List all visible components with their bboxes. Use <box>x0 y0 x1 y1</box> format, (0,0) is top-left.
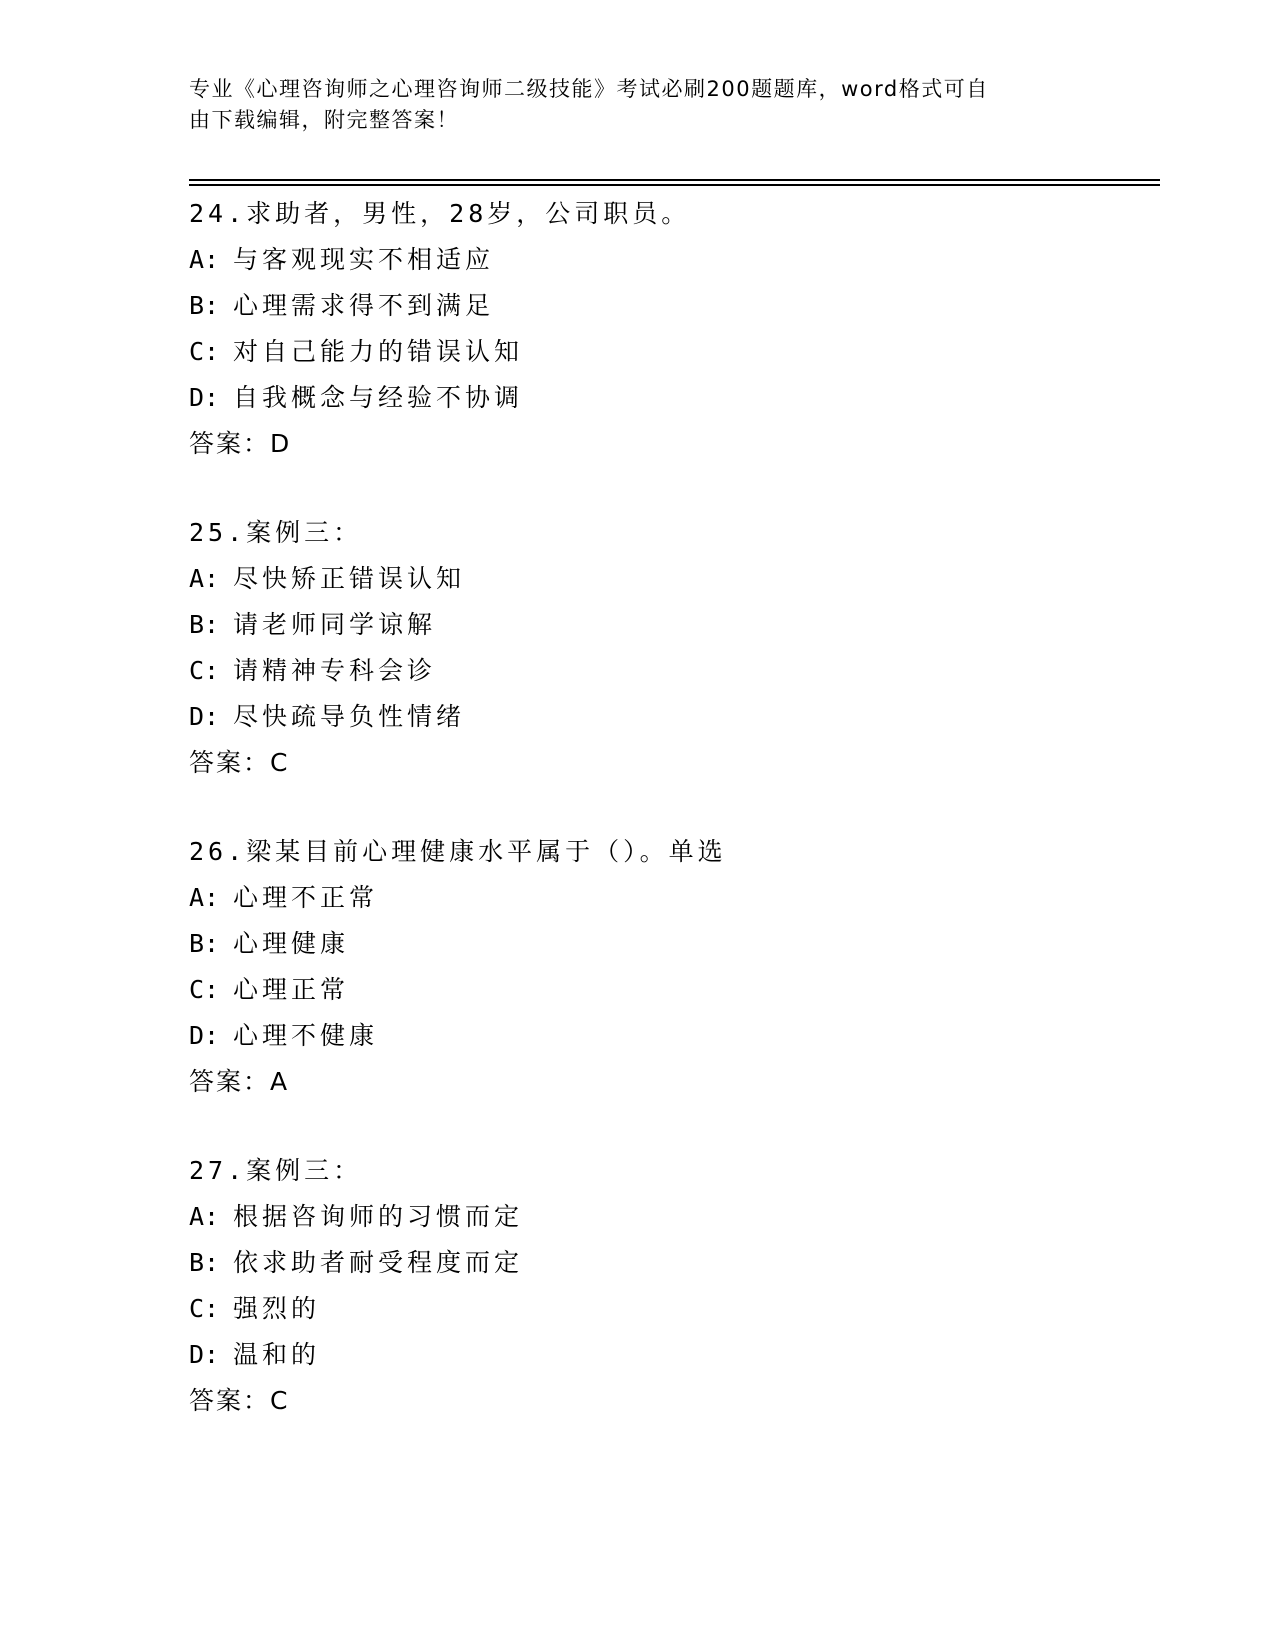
question-27 <box>189 1148 1160 1424</box>
option-c <box>189 967 1160 1013</box>
question-stem: 24.求助者，男性，28岁，公司职员。 <box>189 199 691 228</box>
option-text: 心理正常 <box>233 975 350 1004</box>
option-text: 与客观现实不相适应 <box>233 245 495 274</box>
option-text: 心理不正常 <box>233 883 379 912</box>
option-b <box>189 602 1160 648</box>
option-label: B: <box>189 1248 220 1277</box>
option-b <box>189 921 1160 967</box>
option-a <box>189 875 1160 921</box>
option-text: 尽快矫正错误认知 <box>233 564 466 593</box>
option-d <box>189 375 1160 421</box>
question-26 <box>189 829 1160 1105</box>
option-a <box>189 556 1160 602</box>
option-b <box>189 283 1160 329</box>
option-d <box>189 694 1160 740</box>
option-label: C: <box>189 975 220 1004</box>
option-d <box>189 1332 1160 1378</box>
answer-line: 答案：C <box>189 748 290 777</box>
option-d <box>189 1013 1160 1059</box>
option-text: 根据咨询师的习惯而定 <box>233 1202 524 1231</box>
option-text: 心理健康 <box>233 929 350 958</box>
option-c <box>189 329 1160 375</box>
option-text: 强烈的 <box>233 1294 321 1323</box>
header-line-1: 专业《心理咨询师之心理咨询师二级技能》考试必刷200题题库，word格式可自 <box>189 77 989 101</box>
option-c <box>189 1286 1160 1332</box>
option-text: 温和的 <box>233 1340 321 1369</box>
option-b <box>189 1240 1160 1286</box>
option-text: 尽快疏导负性情绪 <box>233 702 466 731</box>
header-divider-bottom <box>189 184 1160 186</box>
question-25 <box>189 510 1160 786</box>
option-label: B: <box>189 929 220 958</box>
option-a <box>189 1194 1160 1240</box>
option-label: C: <box>189 337 220 366</box>
option-text: 请老师同学谅解 <box>233 610 437 639</box>
answer-line: 答案：A <box>189 1067 290 1096</box>
option-label: D: <box>189 383 220 412</box>
option-text: 心理需求得不到满足 <box>233 291 495 320</box>
question-stem: 27.案例三： <box>189 1156 363 1185</box>
option-label: A: <box>189 1202 220 1231</box>
option-label: D: <box>189 702 220 731</box>
option-label: A: <box>189 564 220 593</box>
option-label: A: <box>189 245 220 274</box>
option-label: C: <box>189 656 220 685</box>
question-24 <box>189 191 1160 467</box>
document-header <box>189 74 1069 136</box>
header-divider-top <box>189 179 1160 181</box>
option-text: 心理不健康 <box>233 1021 379 1050</box>
option-label: A: <box>189 883 220 912</box>
option-text: 自我概念与经验不协调 <box>233 383 524 412</box>
header-line-2: 由下载编辑，附完整答案！ <box>189 108 459 132</box>
question-stem: 25.案例三： <box>189 518 363 547</box>
option-label: B: <box>189 291 220 320</box>
option-text: 对自己能力的错误认知 <box>233 337 524 366</box>
option-text: 请精神专科会诊 <box>233 656 437 685</box>
option-c <box>189 648 1160 694</box>
question-stem: 26.梁某目前心理健康水平属于（）。单选 <box>189 837 727 866</box>
option-label: D: <box>189 1340 220 1369</box>
option-label: B: <box>189 610 220 639</box>
question-list <box>189 191 1160 1467</box>
answer-line: 答案：D <box>189 429 292 458</box>
option-a <box>189 237 1160 283</box>
option-text: 依求助者耐受程度而定 <box>233 1248 524 1277</box>
option-label: C: <box>189 1294 220 1323</box>
option-label: D: <box>189 1021 220 1050</box>
answer-line: 答案：C <box>189 1386 290 1415</box>
